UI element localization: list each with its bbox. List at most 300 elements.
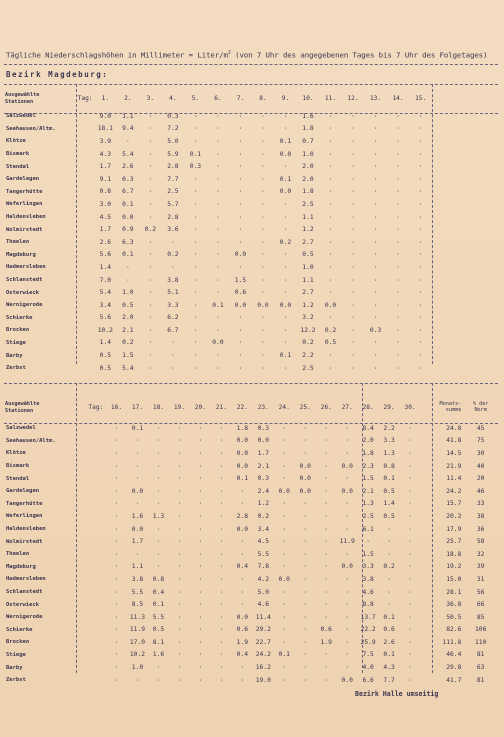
value-cell: · bbox=[345, 664, 350, 672]
value-cell: · bbox=[240, 588, 245, 596]
value-cell: · bbox=[193, 188, 198, 196]
value-cell: · bbox=[114, 651, 119, 659]
value-cell: · bbox=[219, 449, 224, 457]
value-cell: · bbox=[396, 125, 400, 133]
value-cell: · bbox=[283, 276, 288, 284]
table-row bbox=[4, 548, 500, 561]
value-cell: 0.5 bbox=[383, 487, 395, 495]
value-cell: · bbox=[324, 487, 329, 495]
value-cell: · bbox=[261, 137, 265, 145]
value-cell: · bbox=[345, 449, 350, 457]
table-row bbox=[4, 535, 500, 548]
value-cell: · bbox=[193, 289, 198, 297]
value-cell: · bbox=[114, 550, 119, 558]
value-cell: · bbox=[408, 601, 412, 609]
table-row bbox=[4, 223, 432, 236]
table-row bbox=[4, 286, 432, 299]
value-cell: 0.4 bbox=[236, 651, 249, 659]
value-cell: · bbox=[303, 563, 308, 571]
value-cell: · bbox=[216, 175, 220, 183]
value-cell: · bbox=[219, 487, 224, 495]
value-cell: 1.0 bbox=[302, 263, 314, 271]
value-cell: 1.2 bbox=[302, 226, 314, 234]
value-cell: · bbox=[148, 125, 153, 133]
value-cell: · bbox=[408, 424, 412, 432]
value-cell: · bbox=[373, 263, 378, 271]
document-title bbox=[6, 50, 487, 59]
value-cell: · bbox=[219, 475, 224, 483]
value-cell: · bbox=[216, 200, 220, 208]
value-cell: · bbox=[283, 263, 288, 271]
value-cell: · bbox=[193, 276, 198, 284]
value-cell: · bbox=[345, 601, 350, 609]
value-cell: · bbox=[351, 352, 355, 360]
value-cell: · bbox=[396, 213, 400, 221]
value-cell: · bbox=[219, 563, 224, 571]
value-cell: 0.0 bbox=[278, 487, 290, 495]
value-cell: · bbox=[177, 676, 182, 684]
value-cell: 0.1 bbox=[236, 475, 249, 483]
monthly-sum: 19.2 bbox=[446, 563, 462, 571]
monthly-sum: 20.2 bbox=[446, 512, 462, 520]
day-header: 27. bbox=[341, 403, 353, 411]
value-cell: 0.2 bbox=[279, 238, 292, 246]
percent-of-norm: 32 bbox=[476, 550, 485, 558]
value-cell: 7.5 bbox=[362, 651, 374, 659]
monats-header-line1: Monats- bbox=[439, 401, 462, 407]
value-cell: · bbox=[219, 538, 224, 546]
station-name: Osterwieck bbox=[6, 601, 40, 608]
value-cell: 0.5 bbox=[383, 512, 395, 520]
title-tail: (von 7 Uhr des angegebenen Tages bis 7 Uhr des Folgetages) bbox=[235, 50, 488, 60]
value-cell: · bbox=[156, 500, 161, 508]
value-cell: 6.7 bbox=[167, 326, 179, 334]
spacer-cell bbox=[86, 435, 106, 448]
monthly-sum: 14.5 bbox=[446, 449, 462, 457]
value-cell: 0.4 bbox=[152, 588, 165, 596]
value-cell: 2.0 bbox=[362, 437, 374, 445]
value-cell: · bbox=[193, 352, 198, 360]
value-cell: · bbox=[345, 424, 350, 432]
value-cell: · bbox=[408, 563, 412, 571]
value-cell: 0.0 bbox=[278, 575, 290, 583]
value-cell: · bbox=[345, 475, 350, 483]
value-cell: · bbox=[261, 200, 265, 208]
value-cell: 0.0 bbox=[279, 188, 292, 196]
value-cell: 8.8 bbox=[362, 601, 374, 609]
value-cell: · bbox=[324, 664, 329, 672]
percent-of-norm: 56 bbox=[476, 588, 485, 596]
value-cell: · bbox=[177, 437, 182, 445]
value-cell: · bbox=[156, 487, 161, 495]
value-cell: · bbox=[351, 200, 355, 208]
value-cell: · bbox=[303, 437, 308, 445]
value-cell: · bbox=[216, 364, 220, 372]
value-cell: 7.8 bbox=[257, 563, 269, 571]
spacer-cell bbox=[86, 472, 106, 485]
table-row bbox=[4, 636, 500, 649]
value-cell: · bbox=[328, 276, 333, 284]
value-cell: · bbox=[193, 125, 198, 133]
value-cell: · bbox=[238, 112, 243, 120]
value-cell: · bbox=[283, 339, 288, 347]
spacer-cell bbox=[76, 362, 94, 375]
value-cell: · bbox=[114, 613, 119, 621]
station-name: Weferlingen bbox=[6, 201, 43, 208]
value-cell: · bbox=[303, 613, 308, 621]
value-cell: · bbox=[148, 175, 153, 183]
value-cell: · bbox=[238, 150, 243, 158]
table-row bbox=[4, 173, 432, 186]
station-name: Barby bbox=[6, 664, 23, 671]
value-cell: · bbox=[373, 289, 378, 297]
value-cell: 2.1 bbox=[122, 326, 134, 334]
value-cell: · bbox=[282, 664, 287, 672]
value-cell: · bbox=[240, 487, 245, 495]
value-cell: · bbox=[193, 112, 198, 120]
spacer-cell bbox=[86, 548, 106, 561]
value-cell: 0.0 bbox=[212, 339, 224, 347]
value-cell: · bbox=[219, 626, 224, 634]
day-header: 29. bbox=[383, 403, 395, 411]
value-cell: · bbox=[261, 163, 265, 171]
value-cell: · bbox=[351, 339, 355, 347]
value-cell: · bbox=[219, 462, 224, 470]
value-cell: · bbox=[177, 550, 182, 558]
monthly-sum: 111.8 bbox=[442, 638, 462, 646]
monthly-sum: 50.5 bbox=[446, 613, 462, 621]
station-name: Bismark bbox=[6, 463, 30, 470]
value-cell: 0.6 bbox=[320, 626, 332, 634]
value-cell: · bbox=[193, 200, 198, 208]
value-cell: · bbox=[408, 651, 412, 659]
value-cell: · bbox=[418, 251, 423, 259]
value-cell: · bbox=[216, 125, 220, 133]
value-cell: · bbox=[351, 188, 355, 196]
value-cell: 9.1 bbox=[99, 175, 112, 183]
value-cell: 2.7 bbox=[302, 238, 314, 246]
value-cell: · bbox=[240, 664, 245, 672]
value-cell: · bbox=[198, 538, 203, 546]
value-cell: · bbox=[303, 550, 308, 558]
value-cell: · bbox=[418, 339, 423, 347]
value-cell: · bbox=[324, 449, 329, 457]
value-cell: 1.7 bbox=[131, 538, 144, 546]
monthly-sum: 21.9 bbox=[446, 462, 462, 470]
value-cell: · bbox=[418, 175, 423, 183]
spacer-cell bbox=[76, 236, 94, 249]
value-cell: 1.3 bbox=[152, 512, 165, 520]
value-cell: · bbox=[219, 437, 224, 445]
value-cell: · bbox=[282, 613, 287, 621]
table-row bbox=[4, 362, 432, 375]
value-cell: · bbox=[324, 651, 329, 659]
value-cell: 10.2 bbox=[97, 326, 113, 334]
table-row bbox=[4, 661, 500, 674]
value-cell: 2.3 bbox=[362, 462, 374, 470]
station-name: Brocken bbox=[6, 639, 30, 646]
value-cell: · bbox=[114, 575, 119, 583]
value-cell: · bbox=[238, 226, 243, 234]
percent-of-norm: 85 bbox=[476, 613, 485, 621]
value-cell: 7.7 bbox=[167, 175, 179, 183]
value-cell: 1.8 bbox=[302, 125, 314, 133]
monthly-sum: 11.4 bbox=[446, 475, 462, 483]
value-cell: 5.0 bbox=[167, 137, 179, 145]
table-row bbox=[4, 211, 432, 224]
day-header: 22. bbox=[236, 403, 248, 411]
value-cell: · bbox=[148, 213, 153, 221]
value-cell: · bbox=[171, 263, 175, 271]
value-cell: · bbox=[238, 200, 243, 208]
value-cell: 5.9 bbox=[167, 150, 179, 158]
value-cell: · bbox=[303, 588, 308, 596]
value-cell: · bbox=[324, 575, 329, 583]
value-cell: 0.1 bbox=[279, 352, 292, 360]
value-cell: · bbox=[125, 263, 130, 271]
precip-table-days-1-15 bbox=[4, 86, 432, 374]
monthly-sum: 15.7 bbox=[446, 500, 462, 508]
value-cell: · bbox=[324, 588, 329, 596]
title-superscript: 2 bbox=[227, 50, 231, 56]
value-cell: · bbox=[156, 424, 161, 432]
value-cell: 5.5 bbox=[131, 588, 144, 596]
spacer-cell bbox=[76, 148, 94, 161]
spacer-cell bbox=[76, 135, 94, 148]
value-cell: · bbox=[114, 500, 119, 508]
value-cell: · bbox=[198, 664, 203, 672]
value-cell: · bbox=[373, 150, 378, 158]
value-cell: 0.9 bbox=[122, 226, 134, 234]
monthly-sum: 15.0 bbox=[446, 575, 462, 583]
value-cell: · bbox=[408, 538, 412, 546]
value-cell: · bbox=[198, 638, 203, 646]
value-cell: · bbox=[328, 289, 333, 297]
value-cell: · bbox=[198, 550, 203, 558]
value-cell: 1.5 bbox=[122, 352, 134, 360]
table-row bbox=[4, 422, 500, 435]
spacer-cell bbox=[76, 173, 94, 186]
value-cell: 0.1 bbox=[131, 424, 144, 432]
value-cell: 4.6 bbox=[257, 601, 269, 609]
value-cell: · bbox=[418, 301, 423, 309]
value-cell: · bbox=[282, 676, 287, 684]
value-cell: · bbox=[198, 651, 203, 659]
value-cell: · bbox=[328, 314, 333, 322]
value-cell: · bbox=[114, 588, 119, 596]
value-cell: · bbox=[345, 626, 350, 634]
value-cell: · bbox=[418, 314, 423, 322]
value-cell: · bbox=[238, 163, 243, 171]
value-cell: 0.0 bbox=[236, 437, 249, 445]
table-row bbox=[4, 324, 432, 337]
station-name: Wolmirstedt bbox=[6, 226, 43, 233]
value-cell: · bbox=[193, 226, 198, 234]
value-cell: · bbox=[177, 475, 182, 483]
table-row bbox=[4, 236, 432, 249]
value-cell: 2.0 bbox=[122, 314, 134, 322]
value-cell: 9.4 bbox=[122, 125, 134, 133]
value-cell: · bbox=[396, 188, 400, 196]
value-cell: · bbox=[177, 525, 182, 533]
value-cell: · bbox=[328, 150, 333, 158]
value-cell: 0.6 bbox=[234, 289, 247, 297]
value-cell: · bbox=[219, 664, 224, 672]
value-cell: · bbox=[238, 352, 243, 360]
value-cell: · bbox=[345, 525, 350, 533]
value-cell: · bbox=[396, 200, 400, 208]
value-cell: · bbox=[283, 213, 288, 221]
value-cell: 22.2 bbox=[360, 626, 376, 634]
spacer-cell bbox=[86, 561, 106, 574]
value-cell: 0.0 bbox=[279, 150, 292, 158]
spacer-cell bbox=[86, 460, 106, 473]
spacer-cell bbox=[76, 349, 94, 362]
value-cell: · bbox=[396, 276, 400, 284]
value-cell: 17.0 bbox=[129, 638, 146, 646]
value-cell: 0.0 bbox=[131, 525, 144, 533]
day-header: 16. bbox=[110, 403, 123, 411]
value-cell: · bbox=[328, 352, 333, 360]
top-rule bbox=[4, 64, 498, 65]
percent-of-norm: 33 bbox=[476, 500, 485, 508]
value-cell: · bbox=[345, 512, 350, 520]
spacer-cell bbox=[76, 223, 94, 236]
value-cell: · bbox=[303, 651, 308, 659]
value-cell: 0.0 bbox=[234, 301, 247, 309]
value-cell: · bbox=[261, 175, 265, 183]
value-cell: 0.1 bbox=[279, 137, 292, 145]
station-name: Schierke bbox=[6, 626, 33, 633]
value-cell: · bbox=[148, 289, 153, 297]
table-row bbox=[4, 460, 500, 473]
value-cell: · bbox=[114, 462, 119, 470]
station-name: Tangerhütte bbox=[6, 188, 43, 195]
value-cell: 0.0 bbox=[236, 449, 249, 457]
value-cell: · bbox=[396, 137, 400, 145]
spacer-cell bbox=[76, 261, 94, 274]
value-cell: · bbox=[324, 512, 329, 520]
day-header: 6. bbox=[214, 94, 222, 102]
table-row bbox=[4, 349, 432, 362]
station-name: Hadmersleben bbox=[6, 576, 46, 583]
table-row bbox=[4, 274, 432, 287]
value-cell: 1.1 bbox=[302, 276, 314, 284]
value-cell: 0.8 bbox=[383, 462, 395, 470]
value-cell: · bbox=[177, 462, 182, 470]
value-cell: · bbox=[219, 550, 224, 558]
table-row bbox=[4, 337, 432, 350]
value-cell: · bbox=[351, 364, 355, 372]
value-cell: 24.2 bbox=[255, 651, 271, 659]
value-cell: · bbox=[240, 575, 245, 583]
value-cell: · bbox=[282, 525, 287, 533]
value-cell: · bbox=[282, 449, 287, 457]
value-cell: · bbox=[418, 125, 423, 133]
value-cell: · bbox=[328, 163, 333, 171]
value-cell: · bbox=[324, 676, 329, 684]
station-name: Klötze bbox=[6, 450, 26, 457]
value-cell: 1.0 bbox=[131, 664, 144, 672]
value-cell: 0.0 bbox=[236, 462, 249, 470]
table-row bbox=[4, 510, 500, 523]
value-cell: · bbox=[148, 314, 153, 322]
value-cell: · bbox=[324, 563, 329, 571]
value-cell: 0.2 bbox=[167, 251, 179, 259]
value-cell: · bbox=[418, 213, 423, 221]
value-cell: · bbox=[216, 188, 220, 196]
day-header: 30. bbox=[404, 403, 416, 411]
value-cell: 1.0 bbox=[122, 289, 134, 297]
value-cell: · bbox=[114, 664, 119, 672]
value-cell: · bbox=[345, 588, 350, 596]
value-cell: 2.4 bbox=[257, 487, 269, 495]
value-cell: 0.0 bbox=[257, 301, 269, 309]
value-cell: 4.2 bbox=[257, 575, 269, 583]
value-cell: · bbox=[261, 326, 265, 334]
value-cell: 1.1 bbox=[122, 112, 134, 120]
table-row bbox=[4, 523, 500, 536]
value-cell: · bbox=[193, 213, 198, 221]
value-cell: 12.2 bbox=[300, 326, 316, 334]
value-cell: 2.0 bbox=[302, 175, 314, 183]
value-cell: · bbox=[216, 263, 220, 271]
value-cell: · bbox=[418, 163, 423, 171]
value-cell: · bbox=[328, 364, 333, 372]
value-cell: · bbox=[193, 301, 198, 309]
value-cell: 1.4 bbox=[99, 339, 112, 347]
value-cell: · bbox=[240, 500, 245, 508]
value-cell: · bbox=[324, 475, 329, 483]
value-cell: · bbox=[193, 364, 198, 372]
table-row bbox=[4, 148, 432, 161]
value-cell: · bbox=[238, 213, 243, 221]
value-cell: · bbox=[418, 326, 423, 334]
value-cell: 3.4 bbox=[99, 301, 112, 309]
value-cell: · bbox=[418, 226, 423, 234]
value-cell: · bbox=[177, 613, 182, 621]
station-name: Weferlingen bbox=[6, 513, 43, 520]
value-cell: · bbox=[303, 626, 308, 634]
spacer-cell bbox=[76, 312, 94, 325]
value-cell: · bbox=[282, 601, 287, 609]
table-a-right-rule bbox=[432, 84, 433, 364]
value-cell: 0.1 bbox=[383, 475, 395, 483]
value-cell: · bbox=[148, 163, 153, 171]
value-cell: · bbox=[148, 352, 153, 360]
value-cell: · bbox=[328, 213, 333, 221]
value-cell: · bbox=[198, 601, 203, 609]
value-cell: · bbox=[396, 314, 400, 322]
day-header: 8. bbox=[259, 94, 267, 102]
spacer-cell bbox=[76, 274, 94, 287]
value-cell: · bbox=[198, 424, 203, 432]
percent-of-norm: 36 bbox=[476, 525, 485, 533]
value-cell: · bbox=[282, 437, 287, 445]
title-text: Tägliche Niederschlagshöhen in Millimeter = Liter/m bbox=[6, 50, 228, 60]
spacer-cell bbox=[86, 498, 106, 511]
value-cell: 0.6 bbox=[236, 626, 249, 634]
value-cell: 5.6 bbox=[99, 314, 112, 322]
value-cell: · bbox=[408, 638, 412, 646]
value-cell: 16.2 bbox=[255, 664, 271, 672]
value-cell: 1.6 bbox=[152, 651, 165, 659]
value-cell: 10.2 bbox=[129, 651, 146, 659]
value-cell: · bbox=[148, 137, 153, 145]
value-cell: 4.3 bbox=[99, 150, 112, 158]
station-name: Wernigerode bbox=[6, 302, 43, 309]
value-cell: · bbox=[408, 525, 412, 533]
